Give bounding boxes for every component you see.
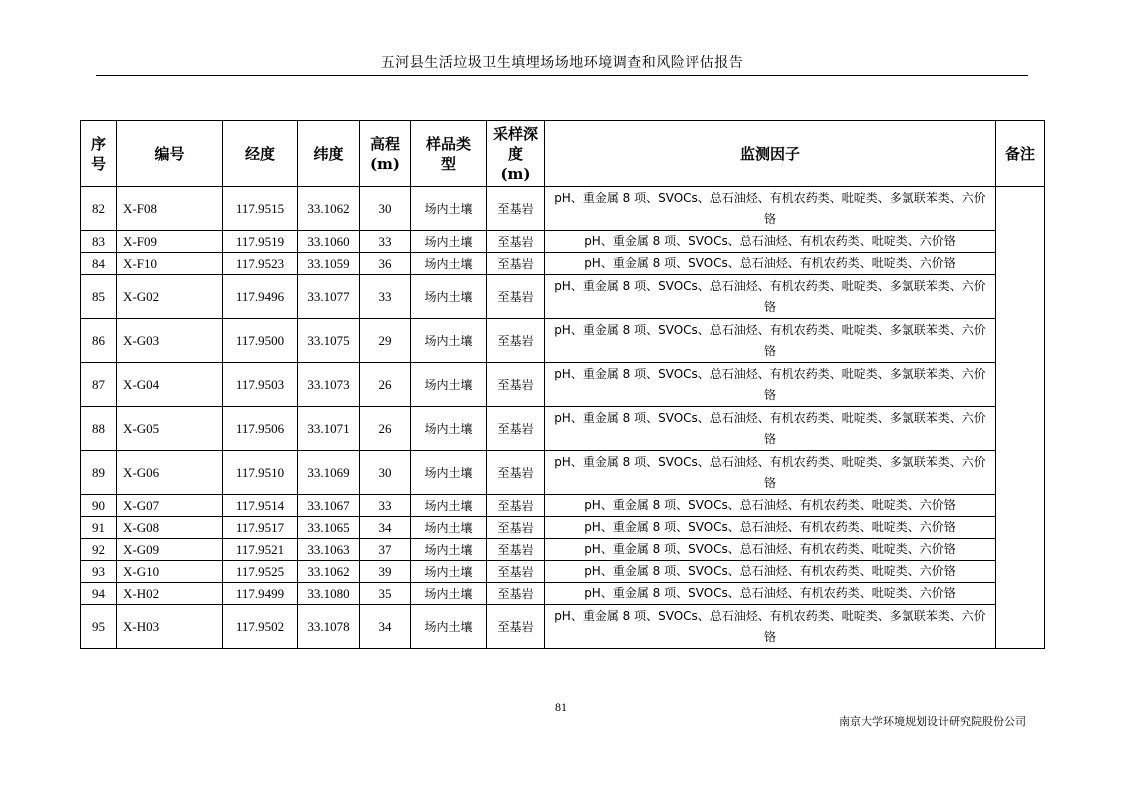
cell-code: X-G07: [117, 495, 223, 517]
cell-no: 95: [81, 605, 117, 649]
cell-lon: 117.9517: [223, 517, 298, 539]
cell-factors: pH、重金属 8 项、SVOCs、总石油烃、有机农药类、吡啶类、多氯联苯类、六价铬: [545, 363, 996, 407]
cell-depth: 至基岩: [487, 231, 545, 253]
cell-code: X-F10: [117, 253, 223, 275]
table-row: [81, 275, 1045, 319]
cell-lat: 33.1062: [298, 187, 360, 231]
cell-lon: 117.9525: [223, 561, 298, 583]
cell-code: X-G02: [117, 275, 223, 319]
cell-factors: pH、重金属 8 项、SVOCs、总石油烃、有机农药类、吡啶类、六价铬: [545, 561, 996, 583]
report-title: 五河县生活垃圾卫生填埋场场地环境调查和风险评估报告: [380, 55, 744, 71]
table-row: [81, 231, 1045, 253]
cell-no: 92: [81, 539, 117, 561]
cell-code: X-G09: [117, 539, 223, 561]
cell-depth: 至基岩: [487, 187, 545, 231]
cell-type: 场内土壤: [411, 605, 487, 649]
cell-type: 场内土壤: [411, 561, 487, 583]
cell-lat: 33.1062: [298, 561, 360, 583]
cell-factors: pH、重金属 8 项、SVOCs、总石油烃、有机农药类、吡啶类、六价铬: [545, 231, 996, 253]
cell-elev: 26: [360, 407, 411, 451]
cell-no: 83: [81, 231, 117, 253]
cell-no: 87: [81, 363, 117, 407]
header-remark: 备注: [996, 121, 1045, 187]
cell-lat: 33.1063: [298, 539, 360, 561]
cell-no: 84: [81, 253, 117, 275]
cell-depth: 至基岩: [487, 605, 545, 649]
header-rule: [96, 75, 1028, 76]
cell-code: X-H02: [117, 583, 223, 605]
table-row: [81, 407, 1045, 451]
cell-no: 85: [81, 275, 117, 319]
table-row: [81, 583, 1045, 605]
cell-factors: pH、重金属 8 项、SVOCs、总石油烃、有机农药类、吡啶类、多氯联苯类、六价铬: [545, 451, 996, 495]
cell-depth: 至基岩: [487, 561, 545, 583]
cell-no: 89: [81, 451, 117, 495]
cell-factors: pH、重金属 8 项、SVOCs、总石油烃、有机农药类、吡啶类、多氯联苯类、六价铬: [545, 407, 996, 451]
cell-lon: 117.9519: [223, 231, 298, 253]
table-row: [81, 187, 1045, 231]
cell-elev: 34: [360, 605, 411, 649]
cell-no: 94: [81, 583, 117, 605]
header-lat: 纬度: [298, 121, 360, 187]
cell-factors: pH、重金属 8 项、SVOCs、总石油烃、有机农药类、吡啶类、六价铬: [545, 517, 996, 539]
table-row: [81, 253, 1045, 275]
cell-factors: pH、重金属 8 项、SVOCs、总石油烃、有机农药类、吡啶类、多氯联苯类、六价铬: [545, 319, 996, 363]
cell-elev: 37: [360, 539, 411, 561]
cell-lon: 117.9499: [223, 583, 298, 605]
cell-elev: 29: [360, 319, 411, 363]
cell-type: 场内土壤: [411, 275, 487, 319]
cell-type: 场内土壤: [411, 451, 487, 495]
cell-elev: 36: [360, 253, 411, 275]
cell-lon: 117.9514: [223, 495, 298, 517]
cell-depth: 至基岩: [487, 583, 545, 605]
cell-lat: 33.1077: [298, 275, 360, 319]
table-row: [81, 561, 1045, 583]
cell-type: 场内土壤: [411, 495, 487, 517]
cell-elev: 35: [360, 583, 411, 605]
table-row: [81, 517, 1045, 539]
cell-depth: 至基岩: [487, 517, 545, 539]
cell-factors: pH、重金属 8 项、SVOCs、总石油烃、有机农药类、吡啶类、多氯联苯类、六价铬: [545, 275, 996, 319]
cell-code: X-G03: [117, 319, 223, 363]
cell-depth: 至基岩: [487, 253, 545, 275]
cell-lon: 117.9506: [223, 407, 298, 451]
cell-lat: 33.1069: [298, 451, 360, 495]
cell-lon: 117.9515: [223, 187, 298, 231]
cell-elev: 30: [360, 451, 411, 495]
cell-depth: 至基岩: [487, 275, 545, 319]
table-row: [81, 363, 1045, 407]
cell-lon: 117.9502: [223, 605, 298, 649]
cell-remark: [996, 187, 1045, 649]
cell-depth: 至基岩: [487, 363, 545, 407]
cell-depth: 至基岩: [487, 319, 545, 363]
cell-depth: 至基岩: [487, 451, 545, 495]
cell-lat: 33.1078: [298, 605, 360, 649]
table-row: [81, 319, 1045, 363]
header-lon: 经度: [223, 121, 298, 187]
cell-lon: 117.9521: [223, 539, 298, 561]
cell-depth: 至基岩: [487, 495, 545, 517]
cell-lon: 117.9500: [223, 319, 298, 363]
cell-no: 82: [81, 187, 117, 231]
table-row: [81, 495, 1045, 517]
header-depth: 采样深度(m): [487, 121, 545, 187]
cell-factors: pH、重金属 8 项、SVOCs、总石油烃、有机农药类、吡啶类、六价铬: [545, 495, 996, 517]
cell-type: 场内土壤: [411, 363, 487, 407]
cell-depth: 至基岩: [487, 407, 545, 451]
cell-type: 场内土壤: [411, 231, 487, 253]
cell-code: X-G10: [117, 561, 223, 583]
cell-code: X-F08: [117, 187, 223, 231]
header-factors: 监测因子: [545, 121, 996, 187]
cell-type: 场内土壤: [411, 539, 487, 561]
header-code: 编号: [117, 121, 223, 187]
cell-lat: 33.1073: [298, 363, 360, 407]
cell-no: 88: [81, 407, 117, 451]
table-body: [81, 187, 1045, 649]
cell-elev: 34: [360, 517, 411, 539]
company-name: 南京大学环境规划设计研究院股份公司: [839, 715, 1026, 728]
cell-type: 场内土壤: [411, 583, 487, 605]
cell-lon: 117.9503: [223, 363, 298, 407]
cell-elev: 33: [360, 495, 411, 517]
cell-code: X-G05: [117, 407, 223, 451]
cell-lat: 33.1059: [298, 253, 360, 275]
cell-no: 90: [81, 495, 117, 517]
table-row: [81, 605, 1045, 649]
cell-type: 场内土壤: [411, 187, 487, 231]
cell-lat: 33.1060: [298, 231, 360, 253]
sampling-points-table: [80, 120, 1045, 649]
cell-no: 86: [81, 319, 117, 363]
cell-code: X-F09: [117, 231, 223, 253]
cell-lon: 117.9496: [223, 275, 298, 319]
cell-factors: pH、重金属 8 项、SVOCs、总石油烃、有机农药类、吡啶类、多氯联苯类、六价铬: [545, 187, 996, 231]
header-no: 序号: [81, 121, 117, 187]
cell-lat: 33.1075: [298, 319, 360, 363]
table-header-row: [81, 121, 1045, 187]
cell-elev: 30: [360, 187, 411, 231]
cell-code: X-G04: [117, 363, 223, 407]
cell-lat: 33.1067: [298, 495, 360, 517]
cell-depth: 至基岩: [487, 539, 545, 561]
cell-lon: 117.9523: [223, 253, 298, 275]
cell-lat: 33.1071: [298, 407, 360, 451]
cell-factors: pH、重金属 8 项、SVOCs、总石油烃、有机农药类、吡啶类、多氯联苯类、六价铬: [545, 605, 996, 649]
cell-elev: 33: [360, 231, 411, 253]
header-elev: 高程(m): [360, 121, 411, 187]
table-row: [81, 539, 1045, 561]
cell-type: 场内土壤: [411, 319, 487, 363]
page-number: 81: [555, 700, 567, 714]
cell-factors: pH、重金属 8 项、SVOCs、总石油烃、有机农药类、吡啶类、六价铬: [545, 583, 996, 605]
cell-lat: 33.1065: [298, 517, 360, 539]
cell-factors: pH、重金属 8 项、SVOCs、总石油烃、有机农药类、吡啶类、六价铬: [545, 539, 996, 561]
cell-code: X-G06: [117, 451, 223, 495]
cell-lon: 117.9510: [223, 451, 298, 495]
cell-type: 场内土壤: [411, 253, 487, 275]
cell-factors: pH、重金属 8 项、SVOCs、总石油烃、有机农药类、吡啶类、六价铬: [545, 253, 996, 275]
table-row: [81, 451, 1045, 495]
cell-elev: 26: [360, 363, 411, 407]
cell-elev: 39: [360, 561, 411, 583]
cell-no: 91: [81, 517, 117, 539]
cell-type: 场内土壤: [411, 517, 487, 539]
cell-lat: 33.1080: [298, 583, 360, 605]
cell-type: 场内土壤: [411, 407, 487, 451]
cell-no: 93: [81, 561, 117, 583]
cell-elev: 33: [360, 275, 411, 319]
cell-code: X-H03: [117, 605, 223, 649]
header-type: 样品类型: [411, 121, 487, 187]
cell-code: X-G08: [117, 517, 223, 539]
